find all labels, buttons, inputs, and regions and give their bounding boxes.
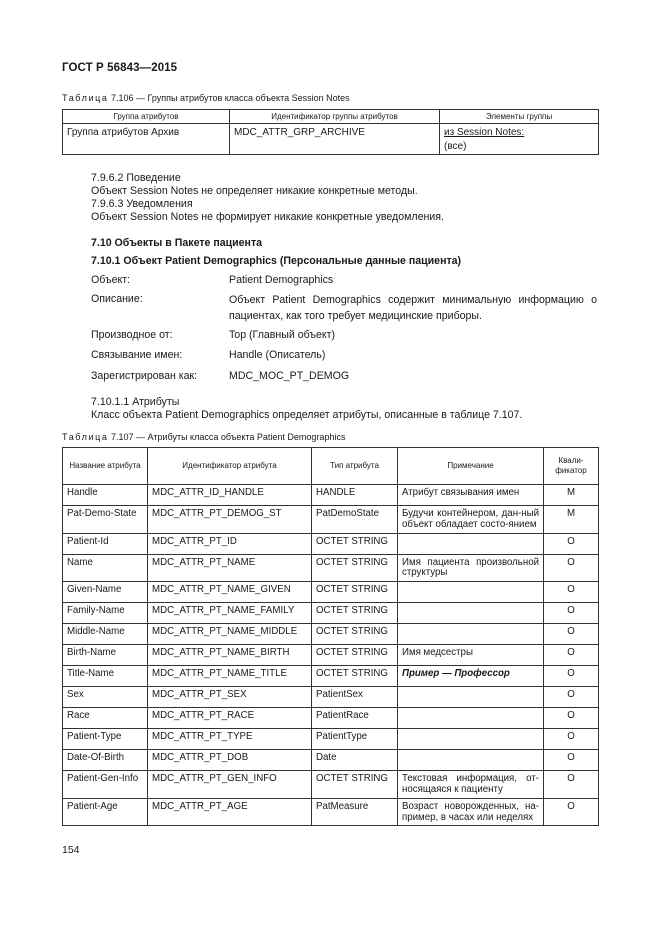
registered-label: Зарегистрирован как: — [91, 370, 198, 382]
table-107-caption — [62, 432, 345, 442]
attr-name: Pat-Demo-State — [63, 506, 148, 534]
attr-name: Patient-Id — [63, 533, 148, 554]
attr-name: Race — [63, 708, 148, 729]
page-number: 154 — [62, 844, 80, 856]
table-106-cell-elements — [440, 124, 599, 155]
attr-name: Handle — [63, 485, 148, 506]
naming-value: Handle (Описатель) — [229, 349, 326, 361]
table-row — [63, 645, 599, 666]
attr-name: Sex — [63, 687, 148, 708]
attr-type: PatientSex — [312, 687, 398, 708]
attr-note — [398, 533, 544, 554]
table-row — [63, 666, 599, 687]
table-106-caption-text: 7.106 — Группы атрибутов класса объекта Session Notes — [111, 93, 350, 103]
table-106-caption — [62, 93, 350, 103]
table-107-header-note: Примечание — [398, 448, 544, 485]
attr-id: MDC_ATTR_PT_DOB — [148, 750, 312, 771]
attr-name: Birth-Name — [63, 645, 148, 666]
attr-type: OCTET STRING — [312, 582, 398, 603]
attr-qualifier: O — [544, 750, 599, 771]
attr-qualifier: O — [544, 666, 599, 687]
attr-id: MDC_ATTR_PT_NAME_MIDDLE — [148, 624, 312, 645]
attr-note — [398, 603, 544, 624]
attr-type: OCTET STRING — [312, 624, 398, 645]
attr-note — [398, 624, 544, 645]
table-107 — [62, 447, 599, 826]
table-row — [63, 708, 599, 729]
table-107-header-type: Тип атрибута — [312, 448, 398, 485]
attr-type: OCTET STRING — [312, 645, 398, 666]
attr-type: PatMeasure — [312, 798, 398, 826]
attr-id: MDC_ATTR_PT_TYPE — [148, 729, 312, 750]
object-label: Объект: — [91, 274, 131, 286]
table-106-cell-group: Группа атрибутов Архив — [63, 124, 230, 155]
registered-value: MDC_MOC_PT_DEMOG — [229, 370, 350, 382]
table-107-header-row — [63, 448, 599, 485]
table-106-header-id: Идентификатор группы атрибутов — [230, 110, 440, 124]
table-row — [63, 798, 599, 826]
attr-note: Имя медсестры — [398, 645, 544, 666]
table-row — [63, 124, 599, 155]
attr-id: MDC_ATTR_PT_SEX — [148, 687, 312, 708]
table-107-caption-prefix: Таблица — [62, 432, 109, 442]
table-row — [63, 771, 599, 799]
attr-type: OCTET STRING — [312, 666, 398, 687]
attr-qualifier: O — [544, 554, 599, 582]
table-row — [63, 533, 599, 554]
attr-note: Пример — Профессор — [398, 666, 544, 687]
attr-name: Family-Name — [63, 603, 148, 624]
attr-qualifier: M — [544, 506, 599, 534]
table-107-header-name: Название атрибута — [63, 448, 148, 485]
table-106-cell-id: MDC_ATTR_GRP_ARCHIVE — [230, 124, 440, 155]
attr-id: MDC_ATTR_PT_RACE — [148, 708, 312, 729]
document-header: ГОСТ Р 56843—2015 — [62, 62, 178, 74]
table-106-elements-link: из Session Notes: — [444, 127, 525, 138]
attr-qualifier: O — [544, 603, 599, 624]
attr-note: Имя пациента произвольной структуры — [398, 554, 544, 582]
attr-qualifier: O — [544, 624, 599, 645]
object-value: Patient Demographics — [229, 274, 334, 286]
naming-label: Связывание имен: — [91, 349, 183, 361]
attr-id: MDC_ATTR_PT_NAME_TITLE — [148, 666, 312, 687]
table-row — [63, 554, 599, 582]
table-107-caption-text: 7.107 — Атрибуты класса объекта Patient Demographics — [111, 432, 346, 442]
attr-qualifier: O — [544, 708, 599, 729]
attr-name: Date-Of-Birth — [63, 750, 148, 771]
attr-type: OCTET STRING — [312, 533, 398, 554]
attr-type: HANDLE — [312, 485, 398, 506]
attr-note — [398, 750, 544, 771]
attr-type: PatientRace — [312, 708, 398, 729]
attr-id: MDC_ATTR_PT_AGE — [148, 798, 312, 826]
section-7962-text: Объект Session Notes не определяет никакие конкретные методы. — [91, 185, 418, 197]
description-label: Описание: — [91, 293, 143, 305]
attr-name: Middle-Name — [63, 624, 148, 645]
table-row — [63, 582, 599, 603]
attr-id: MDC_ATTR_PT_NAME_GIVEN — [148, 582, 312, 603]
attr-name: Name — [63, 554, 148, 582]
attr-id: MDC_ATTR_PT_NAME — [148, 554, 312, 582]
attr-type: OCTET STRING — [312, 554, 398, 582]
table-row — [63, 687, 599, 708]
table-107-header-id: Идентификатор атрибута — [148, 448, 312, 485]
table-row — [63, 624, 599, 645]
attr-note — [398, 708, 544, 729]
attr-type: OCTET STRING — [312, 603, 398, 624]
attr-note — [398, 687, 544, 708]
table-106-caption-prefix: Таблица — [62, 93, 109, 103]
table-row — [63, 506, 599, 534]
attr-type: Date — [312, 750, 398, 771]
attr-qualifier: O — [544, 582, 599, 603]
attr-id: MDC_ATTR_PT_GEN_INFO — [148, 771, 312, 799]
description-value: Объект Patient Demographics содержит минимальную информацию о пациентах, как того требует медицинские приборы. — [229, 294, 597, 322]
table-106-header-group: Группа атрибутов — [63, 110, 230, 124]
attr-type: PatDemoState — [312, 506, 398, 534]
attr-type: OCTET STRING — [312, 771, 398, 799]
table-row — [63, 485, 599, 506]
table-row — [63, 603, 599, 624]
attr-name: Patient-Gen-Info — [63, 771, 148, 799]
attr-name: Given-Name — [63, 582, 148, 603]
table-106-header-row — [63, 110, 599, 124]
attr-qualifier: O — [544, 533, 599, 554]
attr-name: Patient-Age — [63, 798, 148, 826]
attr-note — [398, 729, 544, 750]
table-row — [63, 750, 599, 771]
derived-label: Производное от: — [91, 329, 173, 341]
attr-name: Title-Name — [63, 666, 148, 687]
attr-note: Будучи контейнером, дан-ный объект обладает состо-янием — [398, 506, 544, 534]
derived-value: Top (Главный объект) — [229, 329, 335, 341]
attr-id: MDC_ATTR_PT_ID — [148, 533, 312, 554]
attr-qualifier: M — [544, 485, 599, 506]
table-106 — [62, 109, 599, 155]
section-7101-title: 7.10.1 Объект Patient Demographics (Персональные данные пациента) — [91, 255, 462, 267]
attr-id: MDC_ATTR_PT_NAME_BIRTH — [148, 645, 312, 666]
section-710-title: 7.10 Объекты в Пакете пациента — [91, 237, 263, 249]
section-7963-title: 7.9.6.3 Уведомления — [91, 198, 193, 210]
table-106-header-elements: Элементы группы — [440, 110, 599, 124]
table-107-header-qualifier: Квали-фикатор — [544, 448, 599, 485]
attr-id: MDC_ATTR_PT_DEMOG_ST — [148, 506, 312, 534]
attr-id: MDC_ATTR_ID_HANDLE — [148, 485, 312, 506]
attr-qualifier: O — [544, 687, 599, 708]
table-106-elements-rest: (все) — [444, 141, 467, 152]
attr-qualifier: O — [544, 771, 599, 799]
section-71011-title: 7.10.1.1 Атрибуты — [91, 396, 180, 408]
attr-id: MDC_ATTR_PT_NAME_FAMILY — [148, 603, 312, 624]
section-71011-text: Класс объекта Patient Demographics определяет атрибуты, описанные в таблице 7.107. — [91, 409, 523, 421]
attr-qualifier: O — [544, 798, 599, 826]
table-row — [63, 729, 599, 750]
attr-qualifier: O — [544, 729, 599, 750]
attr-name: Patient-Type — [63, 729, 148, 750]
section-7963-text: Объект Session Notes не формирует никакие конкретные уведомления. — [91, 211, 444, 223]
attr-note: Текстовая информация, от-носящаяся к пациенту — [398, 771, 544, 799]
attr-note — [398, 582, 544, 603]
attr-note: Атрибут связывания имен — [398, 485, 544, 506]
attr-type: PatientType — [312, 729, 398, 750]
section-7962-title: 7.9.6.2 Поведение — [91, 172, 181, 184]
attr-qualifier: O — [544, 645, 599, 666]
attr-note: Возраст новорожденных, на-пример, в часах или неделях — [398, 798, 544, 826]
